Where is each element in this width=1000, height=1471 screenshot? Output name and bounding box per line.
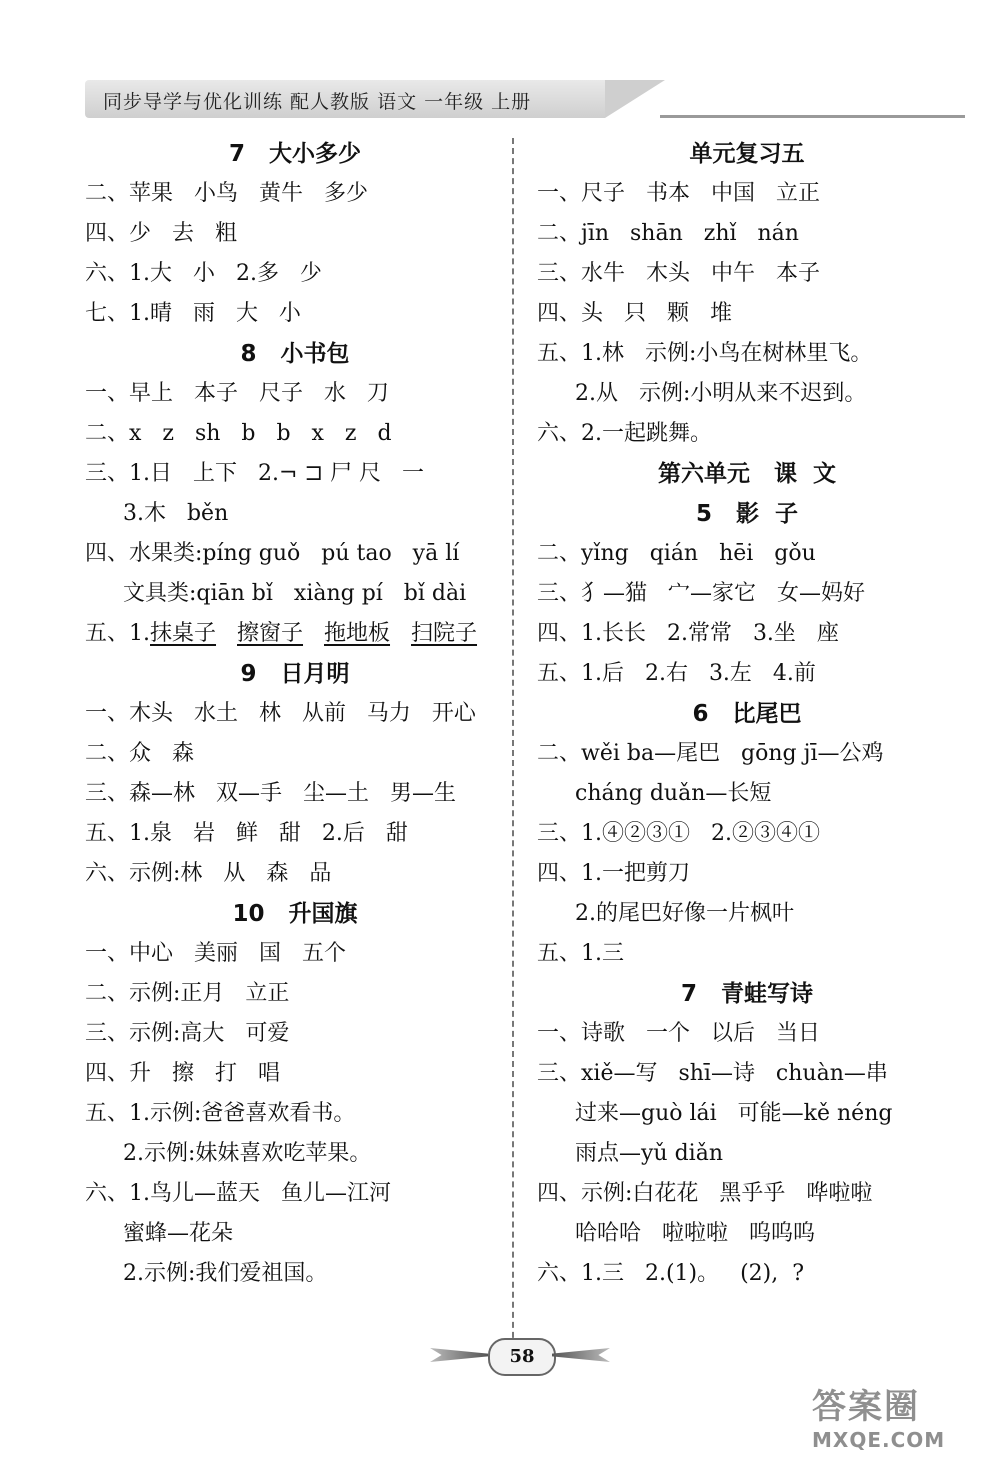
right-column	[537, 134, 957, 1294]
underlined-answer: 扫院子	[411, 621, 478, 646]
section-title: 单元复习五	[689, 141, 805, 167]
answer-line: 一、诗歌 一个 以后 当日	[537, 1021, 820, 1046]
watermark	[812, 1379, 982, 1459]
answer-line	[85, 614, 505, 654]
answer-line: 三、示例:高大 可爱	[85, 1021, 290, 1046]
answer-line: 三、犭—猫 宀—家它 女—妈好	[537, 581, 865, 606]
underlined-answer: 擦窗子	[237, 621, 304, 646]
answer-line: 三、森—林 双—手 尘—土 男—生	[85, 781, 456, 806]
answer-line: 五、1.后 2.右 3.左 4.前	[537, 661, 816, 686]
section-title: 8 小书包	[240, 341, 350, 367]
header-rule	[660, 115, 965, 118]
page-footer	[430, 1336, 610, 1376]
answer-line: cháng duǎn—长短	[575, 781, 772, 806]
answer-line: 四、升 擦 打 唱	[85, 1061, 280, 1086]
answer-line: 过来—guò lái 可能—kě néng	[575, 1101, 893, 1126]
page-number: 58	[488, 1338, 556, 1376]
answer-line: 六、1.鸟儿—蓝天 鱼儿—江河	[85, 1181, 391, 1206]
answer-line: 四、少 去 粗	[85, 221, 237, 246]
header-band-slope	[605, 80, 665, 118]
header-band	[85, 80, 965, 118]
answer-line: 五、1.林 示例:小鸟在树林里飞。	[537, 341, 873, 366]
left-column	[85, 134, 505, 1294]
answer-line: 四、水果类:píng guǒ pú tao yā lí	[85, 541, 460, 566]
answer-line: 三、1.日 上下 2.¬ ⊐ 尸 尺 一	[85, 461, 424, 486]
answer-line: 文具类:qiān bǐ xiàng pí bǐ dài	[123, 581, 467, 606]
answer-line: 3.木 běn	[123, 501, 229, 526]
answer-line: 二、苹果 小鸟 黄牛 多少	[85, 181, 368, 206]
answer-line: 四、头 只 颗 堆	[537, 301, 732, 326]
answer-line: 二、wěi ba—尾巴 gōng jī—公鸡	[537, 741, 884, 766]
answer-line: 三、1.④②③① 2.②③④①	[537, 821, 820, 846]
answer-line: 五、1.三	[537, 941, 624, 966]
answer-line: 五、1.泉 岩 鲜 甜 2.后 甜	[85, 821, 408, 846]
answer-line: 五、1.示例:爸爸喜欢看书。	[85, 1101, 356, 1126]
answer-line: 2.示例:妹妹喜欢吃苹果。	[123, 1141, 372, 1166]
answer-line: 二、yǐng qián hēi gǒu	[537, 541, 816, 566]
answer-line: 四、示例:白花花 黑乎乎 哗啦啦	[537, 1181, 873, 1206]
answer-line: 四、1.长长 2.常常 3.坐 座	[537, 621, 839, 646]
section-title: 9 日月明	[240, 661, 350, 687]
section-title: 7 青蛙写诗	[680, 981, 814, 1007]
answer-line: 四、1.一把剪刀	[537, 861, 690, 886]
answer-line: 二、众 森	[85, 741, 194, 766]
answer-line: 二、x z sh b b x z d	[85, 421, 392, 446]
answer-line: 六、示例:林 从 森 品	[85, 861, 332, 886]
column-divider	[512, 138, 514, 1368]
answer-line: 2.从 示例:小明从来不迟到。	[575, 381, 867, 406]
answer-line: 一、木头 水土 林 从前 马力 开心	[85, 701, 476, 726]
footer-wing-left	[430, 1348, 488, 1362]
section-title: 6 比尾巴	[692, 701, 802, 727]
section-title: 10 升国旗	[232, 901, 358, 927]
underlined-answer: 拖地板	[324, 621, 391, 646]
answer-line: 六、1.三 2.(1)。 (2), ?	[537, 1261, 805, 1286]
answer-line: 2.的尾巴好像一片枫叶	[575, 901, 794, 926]
answer-line: 雨点—yǔ diǎn	[575, 1141, 723, 1166]
section-title: 7 大小多少	[228, 141, 362, 167]
answer-line: 三、xiě—写 shī—诗 chuàn—串	[537, 1061, 888, 1086]
answer-line: 2.示例:我们爱祖国。	[123, 1261, 328, 1286]
section-title: 5 影 子	[695, 501, 799, 527]
answer-line: 六、2.一起跳舞。	[537, 421, 712, 446]
answer-line: 二、示例:正月 立正	[85, 981, 290, 1006]
watermark-logo-text: 答案圈	[812, 1387, 920, 1427]
answer-line: 哈哈哈 啦啦啦 呜呜呜	[575, 1221, 815, 1246]
answer-line: 三、水牛 木头 中午 本子	[537, 261, 820, 286]
answer-line: 二、jīn shān zhǐ nán	[537, 221, 799, 246]
answer-line: 一、中心 美丽 国 五个	[85, 941, 346, 966]
answer-line: 一、尺子 书本 中国 立正	[537, 181, 820, 206]
footer-wing-right	[552, 1348, 610, 1362]
section-title: 第六单元 课 文	[657, 461, 837, 487]
answer-line: 六、1.大 小 2.多 少	[85, 261, 322, 286]
answer-line: 蜜蜂—花朵	[123, 1221, 234, 1246]
underlined-answer: 抹桌子	[150, 621, 217, 646]
header-title: 同步导学与优化训练 配人教版 语文 一年级 上册	[103, 91, 532, 113]
answer-line: 一、早上 本子 尺子 水 刀	[85, 381, 389, 406]
answer-line: 七、1.晴 雨 大 小	[85, 301, 301, 326]
answer-prefix: 五、1.	[85, 621, 150, 646]
watermark-url: MXQE.COM	[812, 1428, 946, 1452]
